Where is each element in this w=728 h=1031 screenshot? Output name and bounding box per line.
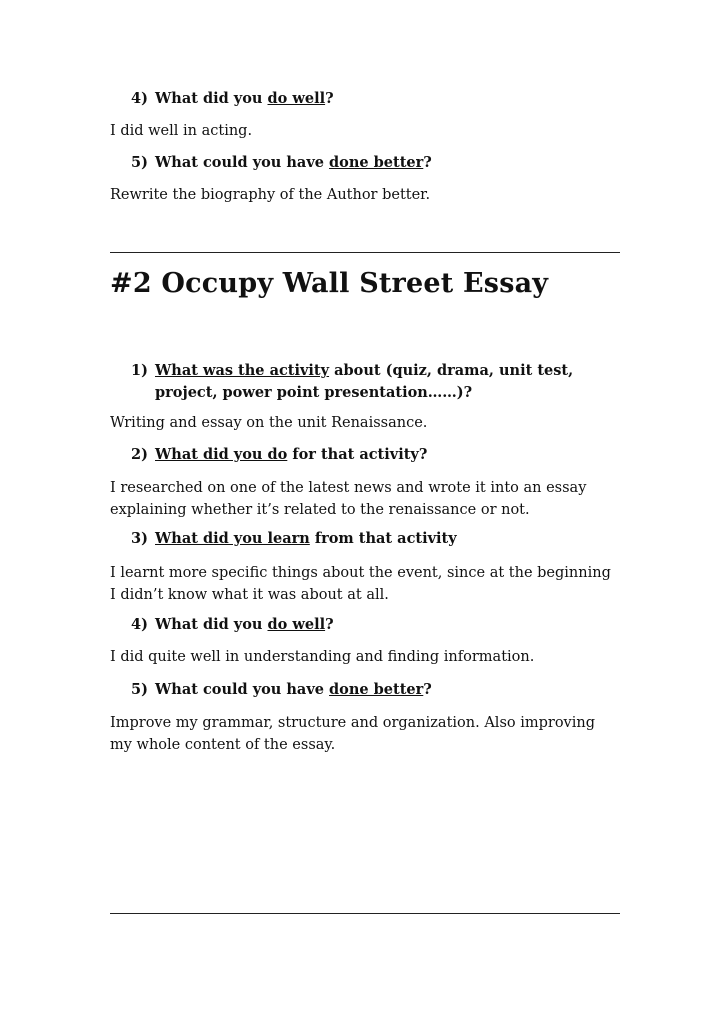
question-underlined: done better [329, 154, 424, 171]
question-underlined: done better [329, 681, 424, 698]
question-text-end: ? [325, 616, 334, 633]
question-underlined: What was the activity [155, 362, 330, 379]
question-number: 1) [131, 362, 148, 379]
question-number: 2) [131, 446, 148, 463]
question-text-end: for that activity? [287, 446, 428, 463]
question-5-done-better [131, 679, 631, 701]
question-text: What could you have [155, 154, 330, 171]
question-3-what-did-you-learn [131, 528, 631, 550]
question-text-end: about (quiz, drama, unit test, project, power point presentation……)? [155, 362, 574, 401]
question-number: 4) [131, 90, 148, 107]
answer-5: Improve my grammar, structure and organization. Also improving my whole content of the essay. [110, 715, 595, 753]
question-text-end: ? [423, 681, 432, 698]
question-5-done-better [131, 152, 631, 174]
question-text: What did you [155, 90, 268, 107]
question-underlined: do well [267, 90, 326, 107]
answer-5: Rewrite the biography of the Author better. [110, 187, 431, 203]
answer-3: I learnt more specific things about the event, since at the beginning I didn’t know what it was about at all. [110, 565, 611, 603]
answer-1: Writing and essay on the unit Renaissance. [110, 415, 428, 431]
question-text-end: ? [423, 154, 432, 171]
question-underlined: do well [267, 616, 326, 633]
question-body [155, 360, 601, 404]
footer-divider [110, 913, 620, 914]
question-4-do-well [131, 88, 631, 110]
section-title: #2 Occupy Wall Street Essay [110, 268, 549, 299]
answer-2: I researched on one of the latest news and wrote it into an essay explaining whether it’s related to the renaissance or not. [110, 480, 587, 518]
question-number: 5) [131, 681, 148, 698]
question-1-activity [131, 360, 601, 404]
question-text-end: from that activity [309, 530, 457, 547]
question-text: What did you [155, 616, 268, 633]
question-4-do-well [131, 614, 631, 636]
question-underlined: What did you do [155, 446, 288, 463]
question-number: 5) [131, 154, 148, 171]
question-number: 3) [131, 530, 148, 547]
question-text: What could you have [155, 681, 330, 698]
question-text-end: ? [325, 90, 334, 107]
question-2-what-did-you-do [131, 444, 631, 466]
answer-4: I did well in acting. [110, 123, 253, 139]
section-divider [110, 252, 620, 253]
question-number: 4) [131, 616, 148, 633]
question-underlined: What did you learn [155, 530, 310, 547]
answer-4: I did quite well in understanding and finding information. [110, 649, 535, 665]
